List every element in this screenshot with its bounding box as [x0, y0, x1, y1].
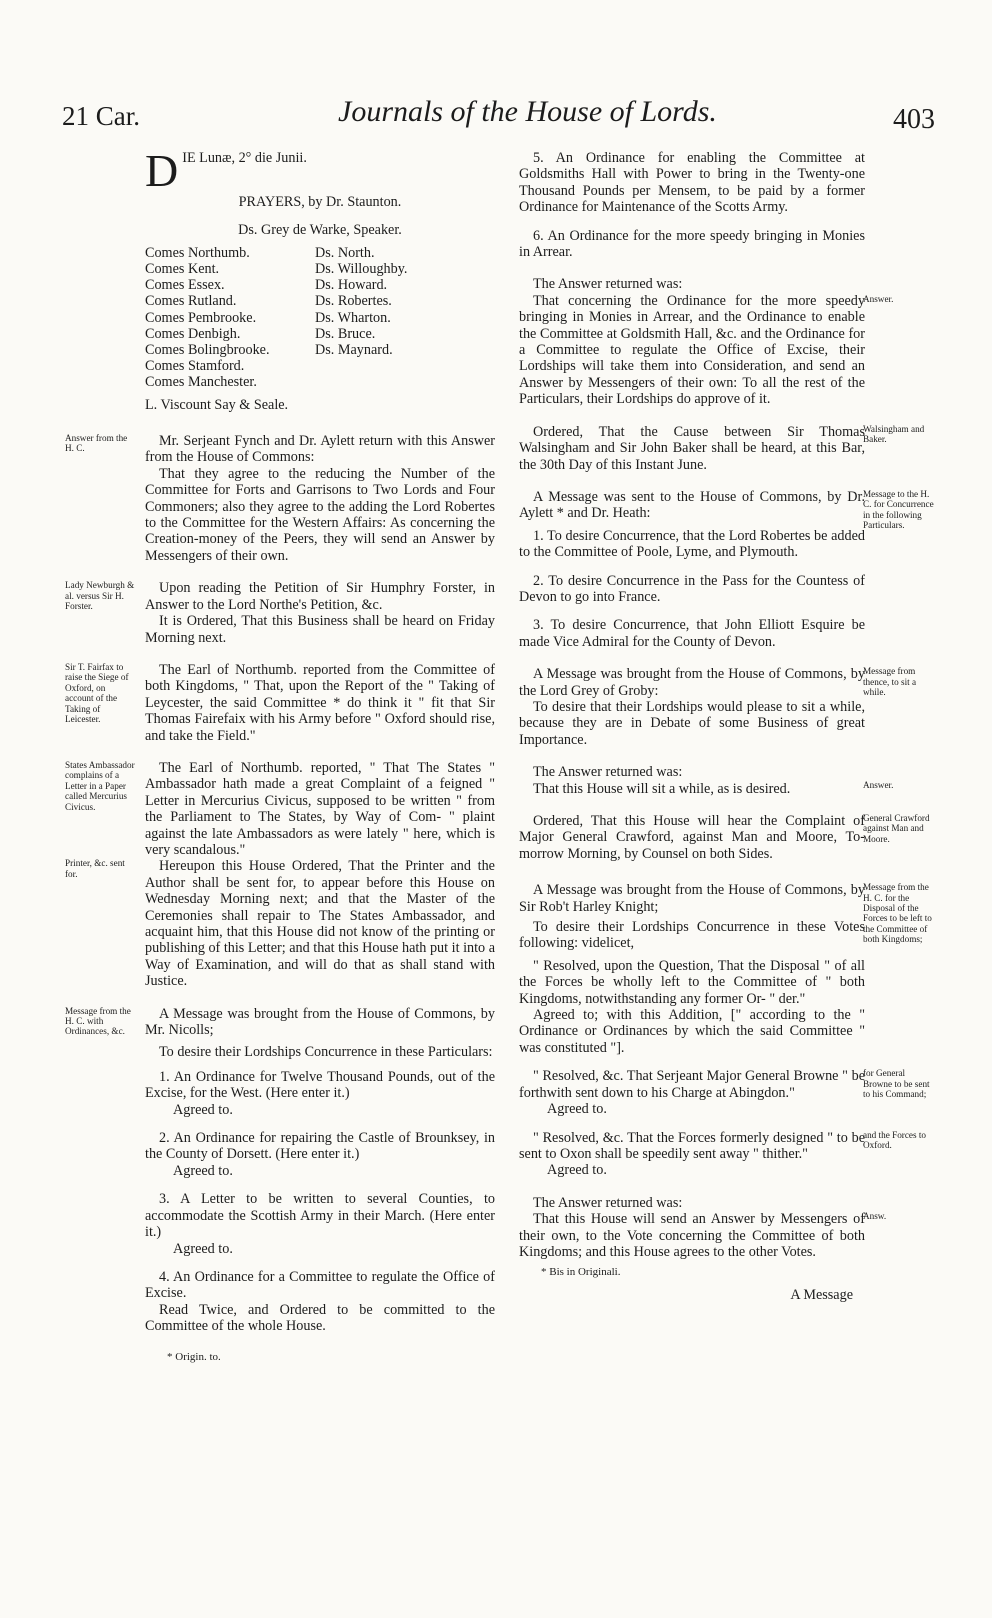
entry-paragraph: The Earl of Northumb. reported, " That The States " Ambassador hath made a great Complaint of a feigned " Letter in Mercurius Civicus, supposed to be written " from the Parliament to The States, by Way of Com- " plaint against the late Ambassadors as were lately " here, which is very scandalous."	[145, 759, 495, 858]
entry-paragraph: Ordered, That this House will hear the Complaint of Major General Crawford, against Man and Moore, To-morrow Morning, by Counsel on both Sides.	[519, 813, 865, 862]
entry-paragraph: 3. To desire Concurrence, that John Elliott Esquire be made Vice Admiral for the County of Devon.	[519, 617, 865, 650]
particular-item: 6. An Ordinance for the more speedy bringing in Monies in Arrear.	[519, 227, 865, 261]
entry-paragraph: That they agree to the reducing the Number of the Committee for Forts and Garrisons to Two Lords and Four Commoners; also they agree to the adding the Lord Robertes to the Committee for the Western Affairs: As concerning the Creation-money of the Peers, they will send an Answer by Messengers of their own.	[145, 465, 495, 564]
entry-walsingham-baker	[519, 423, 925, 473]
catchword: A Message	[790, 1286, 853, 1303]
entry-paragraph: To desire that their Lordships would please to sit a while, because they are in Debate of some Business of great Importance.	[519, 698, 865, 748]
drop-cap: D	[145, 145, 179, 196]
margin-note: Answer.	[863, 294, 894, 305]
entry-paragraph: Ordered, That the Cause between Sir Thomas Walsingham and Sir John Baker shall be heard, at this Bar, the 30th Day of this Instant June.	[519, 423, 865, 473]
roll-entry: Comes Stamford.	[145, 358, 245, 375]
footnote: * Origin. to.	[167, 1350, 221, 1363]
particular-item: 5. An Ordinance for enabling the Committee at Goldsmiths Hall with Power to bring in the Twenty-one Thousand Pounds per Mensem, to be paid by a former Ordinance for Maintenance of the Scotts Army.	[519, 150, 865, 216]
footnote: * Bis in Originali.	[541, 1266, 621, 1279]
entry-crawford	[519, 813, 930, 862]
roll-entry: Comes Essex.	[145, 277, 225, 294]
entry-paragraph: It is Ordered, That this Business shall be heard on Friday Morning next.	[145, 613, 495, 646]
particular-item: 2. An Ordinance for repairing the Castle of Brounksey, in the County of Dorsett. (Here enter it.)	[145, 1130, 495, 1163]
entry-paragraph: To desire their Lordships Concurrence in these Votes following: videlicet,	[519, 919, 865, 952]
roll-entry: Ds. Willoughby.	[315, 261, 408, 278]
particular-outcome: Agreed to.	[173, 1240, 233, 1257]
margin-note: Answ.	[863, 1210, 887, 1221]
entry-paragraph: Hereupon this House Ordered, That the Printer and the Author shall be sent for, to appear before this House on Wednesday Morning next; and that the Master of the Ceremonies shall repair to The States Ambassador, and acquaint him, that this House did not know of the printing or publishing of this Letter; and that this House hath put it into a Way of Examination, and will do that as shall stand with Justice.	[145, 858, 495, 990]
particular-outcome: Read Twice, and Ordered to be committed to the Committee of the whole House.	[145, 1301, 495, 1335]
viscount-line: L. Viscount Say & Seale.	[145, 396, 289, 413]
entry-lady-newburgh	[65, 580, 495, 646]
page-number: 403	[893, 104, 935, 135]
entry-paragraph: That concerning the Ordinance for the more speedy bringing in Monies in Arrear, and the Ordinance to enable the Committee at Goldsmith Hall, &c. and the Ordinance for a Committee to regulate the Office of Excise, their Lordships will take them into Consideration, and send an Answer by Messengers of their own: To all the rest of the Particulars, their Lordships do approve of it.	[519, 292, 865, 408]
entry-paragraph: " Resolved, &c. That Serjeant Major General Browne " be forthwith sent down to his Charge at Abingdon."	[519, 1068, 865, 1101]
right-column	[519, 150, 934, 1303]
prayers-line: PRAYERS, by Dr. Staunton.	[238, 194, 402, 210]
margin-note: Walsingham and Baker.	[863, 423, 925, 445]
entry-general-browne	[519, 1068, 930, 1118]
margin-note: Message to the H. C. for Concurrence in the following Particulars.	[863, 488, 934, 531]
margin-note: Message from the H. C. for the Disposal of the Forces to be left to the Committee of both Kingdoms;	[863, 882, 932, 945]
roll-entry: Comes Rutland.	[145, 293, 237, 310]
entry-answer-from-commons	[65, 433, 495, 564]
margin-note: States Ambassador complains of a Letter in a Paper called Mercurius Civicus.	[65, 759, 135, 812]
particular-outcome: Agreed to.	[173, 1101, 233, 1118]
roll-entry: Comes Manchester.	[145, 374, 257, 391]
roll-of-peers	[145, 245, 495, 391]
entry-paragraph: A Message was brought from the House of Commons, by the Lord Grey of Groby:	[519, 666, 865, 699]
roll-entry: Comes Northumb.	[145, 244, 250, 261]
entry-paragraph: 1. To desire Concurrence, that the Lord Robertes be added to the Committee of Poole, Lyme, and Plymouth.	[519, 527, 865, 561]
entry-paragraph: Agreed to.	[547, 1101, 607, 1118]
entry-message-to-commons	[519, 488, 934, 650]
roll-entry: Ds. Robertes.	[315, 293, 392, 310]
margin-note: Answer from the H. C.	[65, 433, 128, 454]
margin-note: Sir T. Fairfax to raise the Siege of Oxford, on account of the Taking of Leicester.	[65, 661, 129, 724]
particular-item: 4. An Ordinance for a Committee to regulate the Office of Excise.	[145, 1268, 495, 1302]
roll-entry: Comes Denbigh.	[145, 325, 241, 342]
entry-paragraph: " Resolved, &c. That the Forces formerly designed " to be sent to Oxon shall be speedily sent away " thither."	[519, 1129, 865, 1162]
roll-entry: Comes Pembrooke.	[145, 309, 257, 326]
roll-entry: Ds. Howard.	[315, 277, 388, 294]
entry-paragraph: " Resolved, upon the Question, That the Disposal " of all the Forces be wholly left to the Committee of " both Kingdoms, notwithstanding any former Or- " der."	[519, 957, 865, 1007]
roll-entry: Ds. North.	[315, 244, 375, 261]
entry-paragraph: A Message was brought from the House of Commons, by Sir Rob't Harley Knight;	[519, 882, 865, 915]
running-head-left: 21 Car.	[62, 101, 140, 131]
entry-message-sit-awhile	[519, 666, 917, 748]
entry-paragraph: Mr. Serjeant Fynch and Dr. Aylett return with this Answer from the House of Commons:	[145, 433, 495, 466]
entry-forces-to-oxford	[519, 1129, 927, 1179]
roll-barons	[315, 245, 407, 391]
entry-paragraph: A Message was brought from the House of Commons, by Mr. Nicolls;	[145, 1005, 495, 1039]
entry-particulars-continued	[519, 150, 865, 260]
entry-paragraph: To desire their Lordships Concurrence in these Particulars:	[159, 1044, 493, 1061]
margin-note: Message from the H. C. with Ordinances, &c.	[65, 1005, 131, 1037]
entry-paragraph: That this House will sit a while, as is desired.	[533, 780, 791, 797]
entry-paragraph: The Answer returned was:	[533, 1194, 683, 1211]
entry-states-ambassador	[65, 759, 495, 858]
entry-final-answer	[519, 1194, 887, 1261]
entry-paragraph: The Answer returned was:	[533, 764, 683, 781]
entry-paragraph: Agreed to.	[547, 1162, 607, 1179]
sitting-heading	[145, 145, 495, 413]
running-head-title: Journals of the House of Lords.	[338, 95, 717, 128]
roll-earls	[145, 245, 315, 391]
roll-entry: Comes Kent.	[145, 261, 220, 278]
entry-paragraph: The Earl of Northumb. reported from the Committee of both Kingdoms, " That, upon the Report of the " Taking of Leycester, the said Committee * do think it " fit that Sir Thomas Fairefaix with his Army before " Oxford should rise, and take the Field."	[145, 661, 495, 744]
entry-paragraph: Agreed to; with this Addition, [" according to the " Ordinance or Ordinances by which the said Committee " was constituted "].	[519, 1007, 865, 1056]
roll-entry: Ds. Bruce.	[315, 325, 376, 342]
entry-paragraph: Upon reading the Petition of Sir Humphry Forster, in Answer to the Lord Northe's Petition, &c.	[145, 580, 495, 613]
entry-fairfax	[65, 661, 495, 744]
left-column	[65, 145, 495, 1365]
margin-note: General Crawford against Man and Moore.	[863, 813, 930, 844]
particular-item: 1. An Ordinance for Twelve Thousand Pounds, out of the Excise, for the West. (Here enter it.)	[145, 1068, 495, 1102]
margin-note: Printer, &c. sent for.	[65, 858, 125, 879]
entry-paragraph: That this House will send an Answer by Messengers of their own, to the Vote concerning the Committee of both Kingdoms; and this House agrees to the other Votes.	[519, 1211, 865, 1260]
entry-answer-sit	[519, 764, 894, 797]
entry-printer-sent-for	[65, 858, 495, 990]
roll-entry: Ds. Wharton.	[315, 309, 391, 326]
margin-note: Message from thence, to sit a while.	[863, 666, 917, 697]
margin-note: Answer.	[863, 780, 894, 791]
speaker-line: Ds. Grey de Warke, Speaker.	[238, 222, 402, 239]
entry-paragraph: 2. To desire Concurrence in the Pass for the Countess of Devon to go into France.	[519, 572, 865, 605]
particular-item: 3. A Letter to be written to several Counties, to accommodate the Scottish Army in their March. (Here enter it.)	[145, 1191, 495, 1241]
roll-entry: Comes Bolingbrooke.	[145, 342, 270, 359]
entry-message-ordinances	[65, 1005, 495, 1335]
entry-paragraph: A Message was sent to the House of Commons, by Dr. Aylett * and Dr. Heath:	[519, 488, 865, 522]
sitting-date: IE Lunæ, 2° die Junii.	[182, 150, 307, 166]
margin-note: Lady Newburgh & al. versus Sir H. Forster.	[65, 580, 135, 612]
entry-answer-returned	[519, 276, 894, 408]
margin-note: for General Browne to be sent to his Command;	[863, 1068, 930, 1100]
entry-message-disposal-forces	[519, 882, 932, 1056]
entry-paragraph: The Answer returned was:	[533, 276, 683, 293]
particular-outcome: Agreed to.	[173, 1162, 233, 1179]
margin-note: and the Forces to Oxford.	[863, 1129, 927, 1150]
roll-entry: Ds. Maynard.	[315, 342, 393, 359]
